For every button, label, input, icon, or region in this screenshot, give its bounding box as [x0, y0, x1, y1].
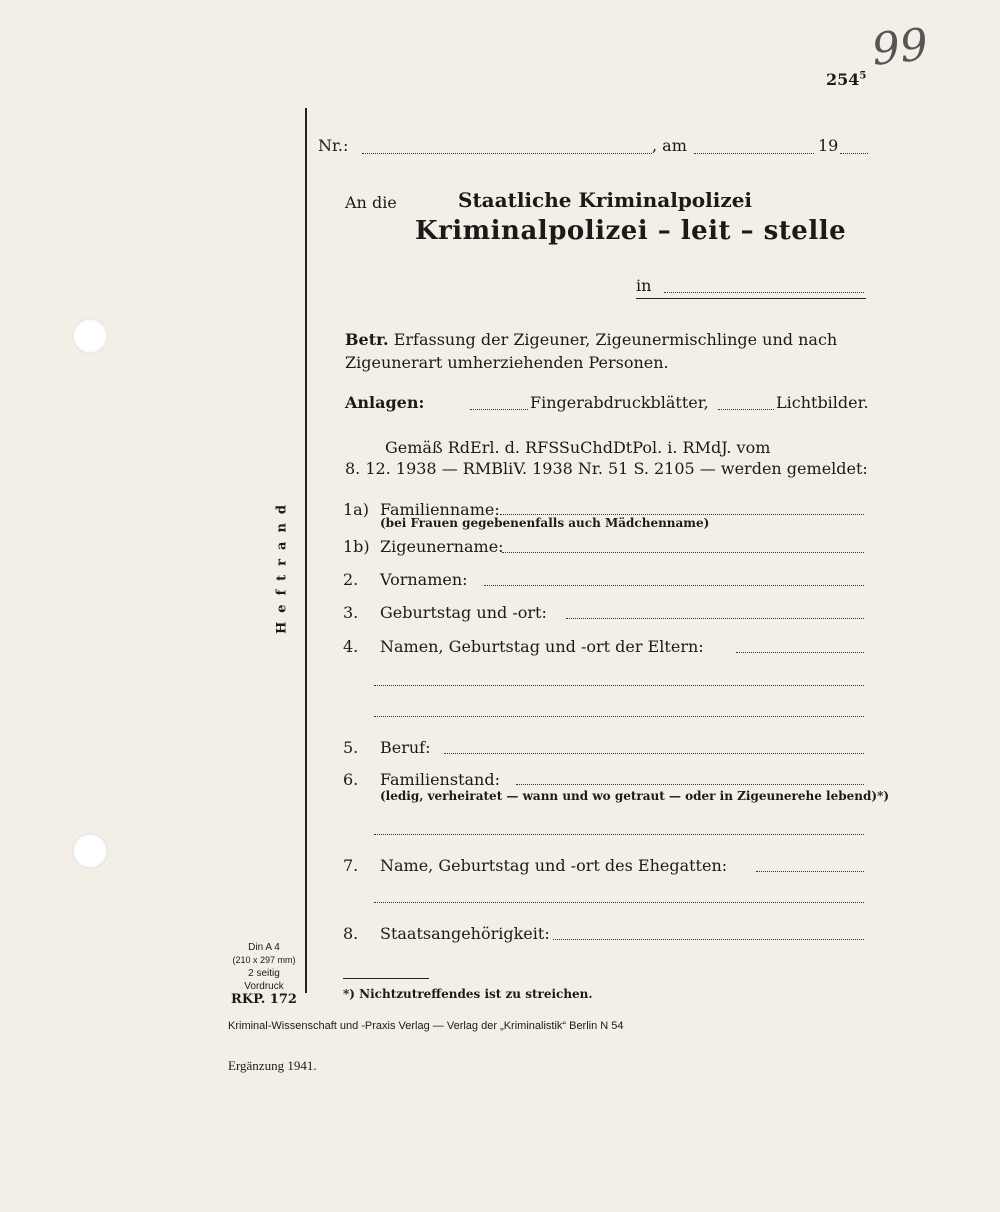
footnote-rule	[343, 978, 429, 979]
din-line1: Din A 4	[248, 942, 280, 953]
footnote: *) Nichtzutreffendes ist zu streichen.	[343, 987, 593, 1001]
am-label: , am	[652, 136, 687, 155]
field-label: Staatsangehörigkeit:	[380, 924, 550, 943]
field-note: (ledig, verheiratet — wann und wo getraut — oder in Zigeunerehe lebend)*)	[380, 789, 890, 803]
ergaenzung-note: Ergänzung 1941.	[228, 1058, 317, 1073]
field-label: Namen, Geburtstag und -ort der Eltern:	[380, 637, 704, 656]
year-field[interactable]	[840, 153, 868, 154]
field-num: 4.	[343, 637, 359, 656]
familienstand-field-2[interactable]	[374, 834, 864, 835]
publisher-line: Kriminal-Wissenschaft und -Praxis Verlag — Verlag der „Kriminalistik“ Berlin N 54	[228, 1020, 624, 1032]
in-field[interactable]	[664, 292, 864, 293]
pencil-mark: 99	[869, 19, 931, 76]
gemaess-line1: Gemäß RdErl. d. RFSSuChdDtPol. i. RMdJ. vom	[385, 438, 771, 457]
year-label: 19	[818, 136, 839, 155]
page-number: $254^5$	[826, 70, 867, 89]
field-num: 1a)	[343, 500, 369, 519]
field-label: Zigeunername:	[380, 537, 504, 556]
field-label: Beruf:	[380, 738, 431, 757]
an-die-label: An die	[345, 193, 397, 212]
field-num: 7.	[343, 856, 359, 875]
am-field[interactable]	[694, 153, 814, 154]
staatsangehoerigkeit-field[interactable]	[553, 939, 864, 940]
nr-field[interactable]	[362, 153, 652, 154]
field-num: 5.	[343, 738, 359, 757]
din-line4: Vordruck	[244, 981, 284, 992]
gemaess-line2: 8. 12. 1938 — RMBliV. 1938 Nr. 51 S. 2105 — werden gemeldet:	[345, 459, 868, 478]
field-label: Familienname:	[380, 500, 500, 519]
vornamen-field[interactable]	[484, 585, 864, 586]
zigeunername-field[interactable]	[502, 552, 864, 553]
ehegatte-field-2[interactable]	[374, 902, 864, 903]
din-line2: (210 x 297 mm)	[232, 955, 296, 965]
field-label: Familienstand:	[380, 770, 500, 789]
anlagen-count2[interactable]	[718, 409, 774, 410]
anlagen-label: Anlagen:	[345, 393, 425, 412]
rkp-code: RKP. 172	[231, 992, 297, 1007]
address-underline	[636, 298, 866, 299]
punch-hole-top	[72, 318, 108, 354]
address-line1: Staatliche Kriminalpolizei	[458, 188, 753, 212]
din-block	[228, 941, 300, 1006]
field-label: Vornamen:	[380, 570, 468, 589]
din-line3: 2 seitig	[248, 968, 280, 979]
betr-line2: Zigeunerart umherziehenden Personen.	[345, 353, 669, 372]
binding-margin-line	[305, 108, 307, 993]
familienstand-field[interactable]	[516, 784, 864, 785]
eltern-field-1[interactable]	[736, 652, 864, 653]
beruf-field[interactable]	[444, 753, 864, 754]
nr-label: Nr.:	[318, 136, 349, 155]
field-num: 8.	[343, 924, 359, 943]
ehegatte-field-1[interactable]	[756, 871, 864, 872]
familienname-field[interactable]	[500, 514, 864, 515]
heftrand-label: Heftrand	[274, 496, 290, 634]
eltern-field-2[interactable]	[374, 685, 864, 686]
eltern-field-3[interactable]	[374, 716, 864, 717]
field-label: Geburtstag und -ort:	[380, 603, 547, 622]
field-num: 2.	[343, 570, 359, 589]
in-label: in	[636, 276, 652, 295]
anlagen-item1: Fingerabdruckblätter,	[530, 393, 709, 412]
field-label: Name, Geburtstag und -ort des Ehegatten:	[380, 856, 728, 875]
field-note: (bei Frauen gegebenenfalls auch Mädchenname)	[380, 516, 710, 530]
field-num: 3.	[343, 603, 359, 622]
geburtstag-field[interactable]	[566, 618, 864, 619]
betr-line1: Betr. Erfassung der Zigeuner, Zigeunermischlinge und nach	[345, 330, 838, 349]
address-line2: Kriminalpolizei – leit – stelle	[415, 216, 847, 246]
punch-hole-bottom	[72, 833, 108, 869]
anlagen-count1[interactable]	[470, 409, 528, 410]
anlagen-item2: Lichtbilder.	[776, 393, 869, 412]
field-num: 1b)	[343, 537, 370, 556]
field-num: 6.	[343, 770, 359, 789]
